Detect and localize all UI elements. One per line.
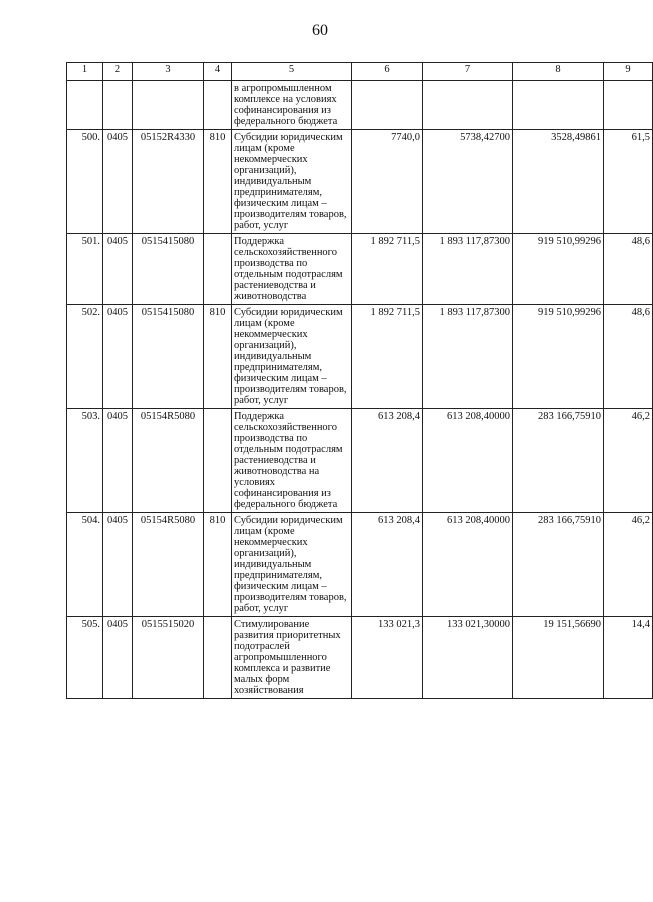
plan-amount <box>352 81 423 130</box>
actual-amount: 283 166,75910 <box>513 513 604 617</box>
target-code <box>133 81 204 130</box>
plan-amount: 7740,0 <box>352 130 423 234</box>
target-code: 05154R5080 <box>133 513 204 617</box>
plan-amount: 613 208,4 <box>352 513 423 617</box>
item-name: Поддержка сельскохозяйственного производства по отдельным подотраслям растениеводства и животноводства <box>232 234 352 305</box>
revised-amount: 5738,42700 <box>423 130 513 234</box>
plan-amount: 1 892 711,5 <box>352 305 423 409</box>
revised-amount: 1 893 117,87300 <box>423 234 513 305</box>
item-name: Поддержка сельскохозяйственного производства по отдельным подотраслям растениеводства и животноводства на условиях софинансирования из федерального бюджета <box>232 409 352 513</box>
plan-amount: 613 208,4 <box>352 409 423 513</box>
section-code: 0405 <box>103 617 133 699</box>
target-code: 0515415080 <box>133 305 204 409</box>
table-row <box>67 305 653 409</box>
item-name: Субсидии юридическим лицам (кроме некоммерческих организаций), индивидуальным предпринимателям, физическим лицам – производителям товаров, работ, услуг <box>232 305 352 409</box>
percent: 46,2 <box>604 409 653 513</box>
plan-amount: 133 021,3 <box>352 617 423 699</box>
column-header: 4 <box>204 63 232 81</box>
table-row <box>67 130 653 234</box>
row-number: 500. <box>67 130 103 234</box>
item-name: в агропромышленном комплексе на условиях софинансирования из федерального бюджета <box>232 81 352 130</box>
actual-amount: 283 166,75910 <box>513 409 604 513</box>
percent <box>604 81 653 130</box>
expense-type: 810 <box>204 513 232 617</box>
actual-amount <box>513 81 604 130</box>
section-code: 0405 <box>103 234 133 305</box>
row-number: 502. <box>67 305 103 409</box>
expense-type <box>204 617 232 699</box>
column-header: 1 <box>67 63 103 81</box>
percent: 48,6 <box>604 305 653 409</box>
item-name: Субсидии юридическим лицам (кроме некоммерческих организаций), индивидуальным предпринимателям, физическим лицам – производителям товаров, работ, услуг <box>232 513 352 617</box>
section-code <box>103 81 133 130</box>
revised-amount: 613 208,40000 <box>423 513 513 617</box>
row-number <box>67 81 103 130</box>
section-code: 0405 <box>103 130 133 234</box>
column-header: 3 <box>133 63 204 81</box>
table-row <box>67 513 653 617</box>
target-code: 05154R5080 <box>133 409 204 513</box>
row-number: 501. <box>67 234 103 305</box>
expense-type <box>204 234 232 305</box>
actual-amount: 919 510,99296 <box>513 234 604 305</box>
column-header: 6 <box>352 63 423 81</box>
plan-amount: 1 892 711,5 <box>352 234 423 305</box>
revised-amount <box>423 81 513 130</box>
row-number: 505. <box>67 617 103 699</box>
actual-amount: 3528,49861 <box>513 130 604 234</box>
section-code: 0405 <box>103 513 133 617</box>
target-code: 05152R4330 <box>133 130 204 234</box>
table-header-row <box>67 63 653 81</box>
actual-amount: 919 510,99296 <box>513 305 604 409</box>
column-header: 7 <box>423 63 513 81</box>
percent: 46,2 <box>604 513 653 617</box>
revised-amount: 1 893 117,87300 <box>423 305 513 409</box>
column-header: 9 <box>604 63 653 81</box>
table-row <box>67 617 653 699</box>
table-row <box>67 409 653 513</box>
revised-amount: 133 021,30000 <box>423 617 513 699</box>
target-code: 0515415080 <box>133 234 204 305</box>
section-code: 0405 <box>103 305 133 409</box>
budget-table <box>66 62 653 699</box>
expense-type: 810 <box>204 305 232 409</box>
page-number: 60 <box>312 22 328 39</box>
revised-amount: 613 208,40000 <box>423 409 513 513</box>
expense-type <box>204 81 232 130</box>
column-header: 5 <box>232 63 352 81</box>
row-number: 504. <box>67 513 103 617</box>
table-row <box>67 234 653 305</box>
item-name: Субсидии юридическим лицам (кроме некоммерческих организаций), индивидуальным предпринимателям, физическим лицам – производителям товаров, работ, услуг <box>232 130 352 234</box>
actual-amount: 19 151,56690 <box>513 617 604 699</box>
percent: 14,4 <box>604 617 653 699</box>
section-code: 0405 <box>103 409 133 513</box>
target-code: 0515515020 <box>133 617 204 699</box>
percent: 48,6 <box>604 234 653 305</box>
percent: 61,5 <box>604 130 653 234</box>
column-header: 8 <box>513 63 604 81</box>
row-number: 503. <box>67 409 103 513</box>
table-row <box>67 81 653 130</box>
column-header: 2 <box>103 63 133 81</box>
expense-type: 810 <box>204 130 232 234</box>
expense-type <box>204 409 232 513</box>
item-name: Стимулирование развития приоритетных подотраслей агропромышленного комплекса и развитие малых форм хозяйствования <box>232 617 352 699</box>
